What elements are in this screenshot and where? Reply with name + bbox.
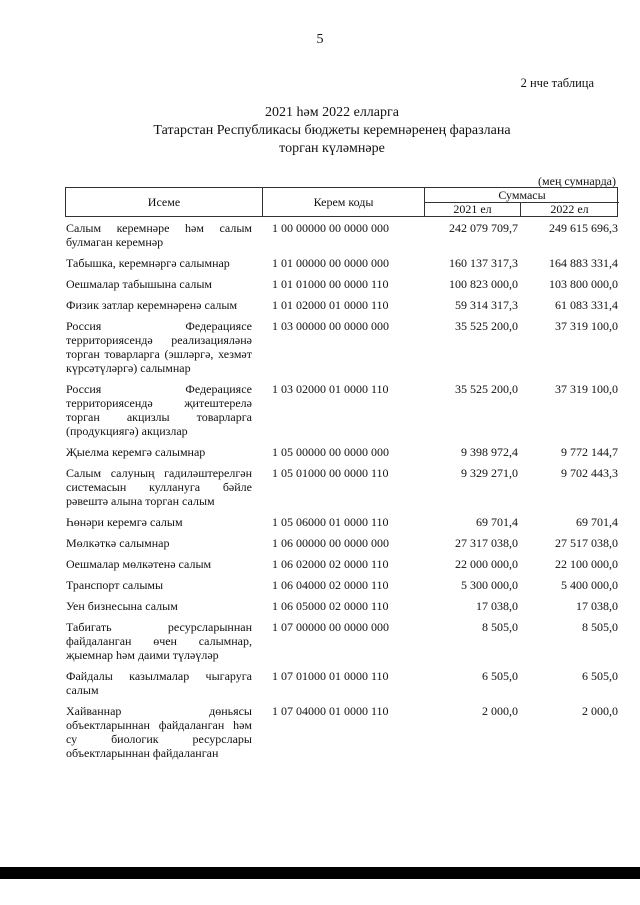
row-code: 1 07 00000 00 0000 000 bbox=[272, 620, 389, 634]
header-year-2021: 2021 ел bbox=[425, 202, 521, 217]
row-name: Һөнәри керемгә салым bbox=[66, 515, 183, 529]
row-name: Табигать ресурсларыннан файдаланган өчен салымнар, җыемнар һәм даими түләүләр bbox=[66, 620, 252, 662]
row-name: Транспорт салымы bbox=[66, 578, 164, 592]
row-code: 1 01 01000 00 0000 110 bbox=[272, 277, 389, 291]
table-header bbox=[65, 187, 618, 217]
row-code: 1 06 04000 02 0000 110 bbox=[272, 578, 389, 592]
page-number: 5 bbox=[316, 32, 324, 47]
row-value-2021: 9 329 271,0 bbox=[461, 466, 518, 480]
row-name: Уен бизнесына салым bbox=[66, 599, 178, 613]
row-value-2022: 37 319 100,0 bbox=[555, 382, 618, 396]
title-line: торган күләмнәре bbox=[279, 141, 385, 156]
row-value-2022: 9 772 144,7 bbox=[561, 445, 618, 459]
row-value-2022: 249 615 696,3 bbox=[549, 221, 618, 235]
table-row bbox=[66, 382, 618, 438]
row-value-2022: 164 883 331,4 bbox=[549, 256, 618, 270]
row-value-2021: 59 314 317,3 bbox=[455, 298, 518, 312]
row-name: Оешмалар табышына салым bbox=[66, 277, 212, 291]
row-code: 1 05 01000 00 0000 110 bbox=[272, 466, 389, 480]
row-value-2022: 9 702 443,3 bbox=[561, 466, 618, 480]
row-value-2021: 22 000 000,0 bbox=[455, 557, 518, 571]
row-value-2021: 9 398 972,4 bbox=[461, 445, 518, 459]
row-code: 1 00 00000 00 0000 000 bbox=[272, 221, 389, 235]
row-value-2021: 69 701,4 bbox=[476, 515, 518, 529]
row-name: Физик затлар керемнәренә салым bbox=[66, 298, 238, 312]
row-value-2021: 35 525 200,0 bbox=[455, 319, 518, 333]
row-value-2021: 27 317 038,0 bbox=[455, 536, 518, 550]
row-name: Оешмалар мөлкәтенә салым bbox=[66, 557, 212, 571]
row-value-2022: 17 038,0 bbox=[576, 599, 618, 613]
row-code: 1 05 00000 00 0000 000 bbox=[272, 445, 389, 459]
row-code: 1 05 06000 01 0000 110 bbox=[272, 515, 389, 529]
row-name: Россия Федерациясе территориясендә җитештерелә торган акцизлы товарларга (продукциягә) акцизлар bbox=[66, 382, 252, 438]
row-code: 1 07 01000 01 0000 110 bbox=[272, 669, 389, 683]
row-value-2021: 242 079 709,7 bbox=[449, 221, 518, 235]
row-value-2021: 2 000,0 bbox=[482, 704, 518, 718]
table-row bbox=[66, 466, 618, 508]
table-row bbox=[66, 704, 618, 760]
row-name: Салым керемнәре һәм салым булмаган керемнәр bbox=[66, 221, 252, 249]
units-note: (мең сумнарда) bbox=[538, 174, 616, 188]
table-row bbox=[66, 557, 618, 571]
row-value-2021: 17 038,0 bbox=[476, 599, 518, 613]
row-value-2022: 8 505,0 bbox=[582, 620, 618, 634]
table-row bbox=[66, 669, 618, 697]
row-name: Мөлкәткә салымнар bbox=[66, 536, 170, 550]
table-row bbox=[66, 620, 618, 662]
table-row bbox=[66, 515, 618, 529]
table-body bbox=[66, 221, 618, 767]
table-row bbox=[66, 319, 618, 375]
row-value-2022: 37 319 100,0 bbox=[555, 319, 618, 333]
document-title bbox=[0, 104, 640, 158]
table-label: 2 нче таблица bbox=[520, 76, 594, 90]
title-line: 2021 һәм 2022 елларга bbox=[265, 105, 399, 120]
row-value-2022: 22 100 000,0 bbox=[555, 557, 618, 571]
header-name: Исеме bbox=[66, 188, 263, 216]
row-value-2021: 160 137 317,3 bbox=[449, 256, 518, 270]
header-year-2022: 2022 ел bbox=[550, 202, 589, 216]
table-row bbox=[66, 221, 618, 249]
row-name: Табышка, керемнәргә салымнар bbox=[66, 256, 230, 270]
title-line: Татарстан Республикасы бюджеты керемнәренең фаразлана bbox=[153, 123, 511, 138]
row-value-2021: 5 300 000,0 bbox=[461, 578, 518, 592]
table-row bbox=[66, 536, 618, 550]
row-value-2021: 6 505,0 bbox=[482, 669, 518, 683]
header-sums: Суммасы bbox=[425, 188, 619, 203]
row-value-2021: 8 505,0 bbox=[482, 620, 518, 634]
header-code: Керем коды bbox=[263, 188, 425, 216]
scan-border-bar bbox=[0, 867, 640, 879]
row-name: Салым салуның гадиләштерелгән системасын куллануга бәйле рәвештә алына торган салым bbox=[66, 466, 252, 508]
row-code: 1 06 05000 02 0000 110 bbox=[272, 599, 389, 613]
row-code: 1 03 00000 00 0000 000 bbox=[272, 319, 389, 333]
row-code: 1 01 02000 01 0000 110 bbox=[272, 298, 389, 312]
table-row bbox=[66, 298, 618, 312]
row-value-2021: 35 525 200,0 bbox=[455, 382, 518, 396]
row-name: Хайваннар дөньясы объектларыннан файдаланган һәм су биологик ресурслары объектларыннан файдаланган bbox=[66, 704, 252, 760]
row-code: 1 03 02000 01 0000 110 bbox=[272, 382, 389, 396]
row-name: Җыелма керемгә салымнар bbox=[66, 445, 206, 459]
row-value-2022: 103 800 000,0 bbox=[549, 277, 618, 291]
table-row bbox=[66, 578, 618, 592]
table-row bbox=[66, 445, 618, 459]
table-row bbox=[66, 599, 618, 613]
row-value-2022: 5 400 000,0 bbox=[561, 578, 618, 592]
table-row bbox=[66, 256, 618, 270]
row-name: Файдалы казылмалар чыгаруга салым bbox=[66, 669, 252, 697]
row-code: 1 01 00000 00 0000 000 bbox=[272, 256, 389, 270]
row-code: 1 06 02000 02 0000 110 bbox=[272, 557, 389, 571]
row-name: Россия Федерациясе территориясендә реализацияләнә торган товарларга (эшләргә, хезмәт күрсәтүләргә) салымнар bbox=[66, 319, 252, 375]
row-code: 1 07 04000 01 0000 110 bbox=[272, 704, 389, 718]
row-value-2022: 27 517 038,0 bbox=[555, 536, 618, 550]
row-value-2022: 69 701,4 bbox=[576, 515, 618, 529]
row-value-2022: 6 505,0 bbox=[582, 669, 618, 683]
row-value-2021: 100 823 000,0 bbox=[449, 277, 518, 291]
row-value-2022: 61 083 331,4 bbox=[555, 298, 618, 312]
row-code: 1 06 00000 00 0000 000 bbox=[272, 536, 389, 550]
table-row bbox=[66, 277, 618, 291]
row-value-2022: 2 000,0 bbox=[582, 704, 618, 718]
